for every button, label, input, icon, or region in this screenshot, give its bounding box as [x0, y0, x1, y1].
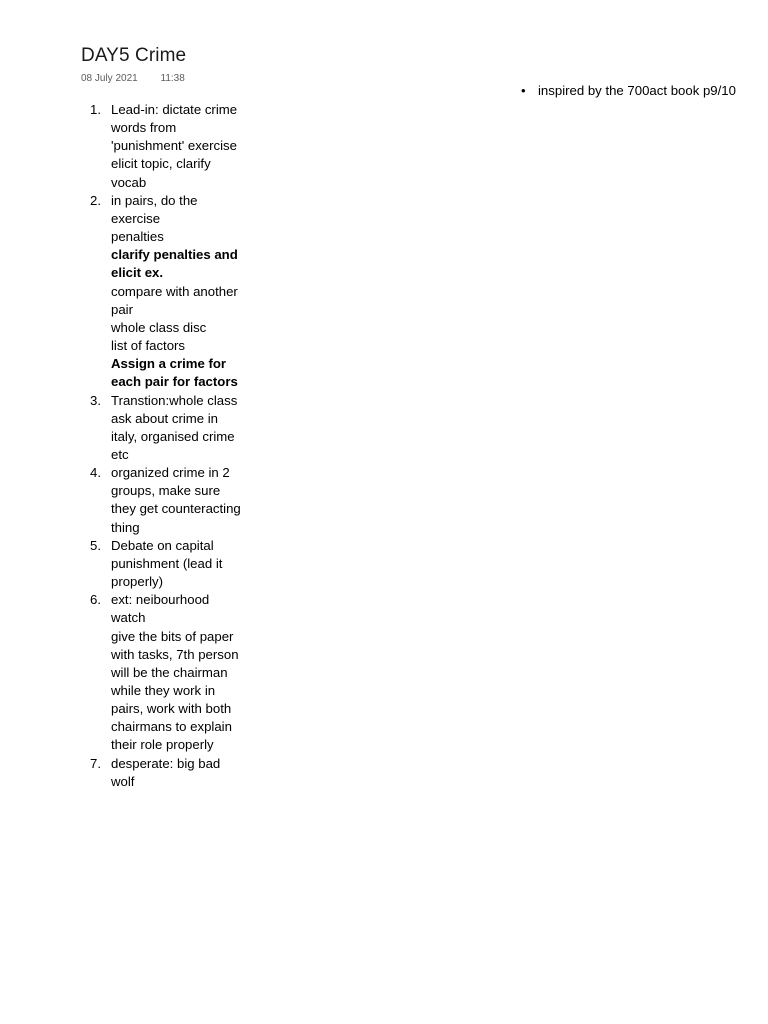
bullet-icon: •: [521, 83, 526, 98]
step-line: vocab: [111, 174, 147, 190]
lesson-step: [86, 464, 266, 537]
step-line: wolf: [111, 773, 135, 789]
lesson-step: [86, 392, 266, 465]
step-line: Transtion:whole class: [111, 392, 238, 408]
step-line: italy, organised crime: [111, 428, 235, 444]
step-line: penalties: [111, 229, 164, 245]
side-note-text: inspired by the 700act book p9/10: [538, 83, 736, 98]
step-line: give the bits of paper: [111, 628, 234, 644]
lesson-step: [86, 591, 266, 754]
step-line: in pairs, do the: [111, 192, 198, 208]
side-notes-list: [520, 82, 736, 100]
step-line: exercise: [111, 210, 161, 226]
step-line: thing: [111, 519, 140, 535]
step-line: organized crime in 2: [111, 465, 230, 481]
step-line-emphasis: clarify penalties and: [111, 247, 238, 263]
lesson-step: [86, 192, 266, 392]
side-note-item: [520, 82, 736, 100]
step-line: elicit topic, clarify: [111, 156, 211, 172]
step-number: 5.: [90, 537, 101, 553]
step-line: watch: [111, 610, 146, 626]
step-line-emphasis: elicit ex.: [111, 265, 164, 281]
step-number: 3.: [90, 392, 101, 408]
step-line: with tasks, 7th person: [111, 646, 239, 662]
step-line: chairmans to explain: [111, 719, 232, 735]
lesson-step: [86, 101, 266, 192]
step-line: Lead-in: dictate crime: [111, 102, 238, 117]
step-line: etc: [111, 446, 129, 462]
step-line: punishment (lead it: [111, 555, 223, 571]
note-time: 11:38: [160, 73, 185, 84]
step-line: while they work in: [111, 683, 216, 698]
step-line: they get counteracting: [111, 501, 241, 517]
step-line: pair: [111, 301, 133, 317]
step-line: list of factors: [111, 338, 186, 354]
step-number: 2.: [90, 192, 101, 208]
lesson-steps-list: [86, 101, 266, 791]
step-line: their role properly: [111, 737, 214, 753]
step-line: words from: [111, 120, 177, 136]
step-line: whole class disc: [111, 319, 207, 335]
note-metadata: [81, 73, 185, 84]
page-title: DAY5 Crime: [81, 45, 187, 66]
step-line: will be the chairman: [111, 664, 228, 680]
note-date: 08 July 2021: [81, 73, 138, 84]
step-number: 6.: [90, 592, 101, 608]
step-line: groups, make sure: [111, 483, 221, 499]
step-line: Debate on capital: [111, 537, 214, 553]
step-line: properly): [111, 574, 164, 590]
lesson-step: [86, 755, 266, 791]
step-line: ext: neibourhood: [111, 592, 210, 608]
step-line: 'punishment' exercise: [111, 138, 237, 154]
step-line: compare with another: [111, 283, 238, 299]
step-number: 4.: [90, 465, 101, 481]
step-number: 1.: [90, 102, 101, 117]
step-line-emphasis: Assign a crime for: [111, 356, 227, 372]
lesson-step: [86, 537, 266, 591]
step-line-emphasis: each pair for factors: [111, 374, 238, 390]
step-line: pairs, work with both: [111, 701, 232, 717]
step-line: desperate: big bad: [111, 755, 221, 771]
step-line: ask about crime in: [111, 410, 219, 426]
step-number: 7.: [90, 755, 101, 771]
